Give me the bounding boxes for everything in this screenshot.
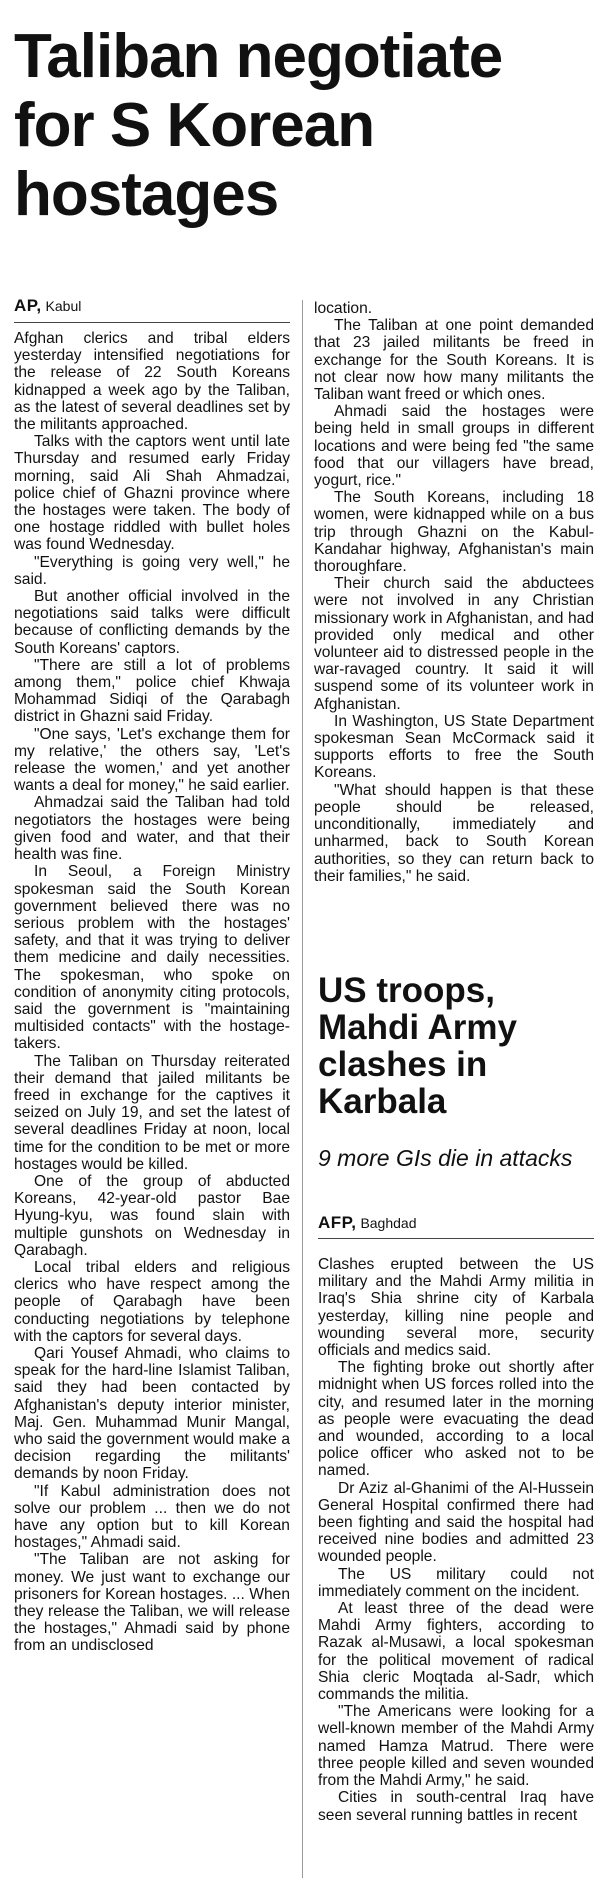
paragraph: Afghan clerics and tribal elders yesterday intensified negotiations for the release of 22 South Koreans kidnapped a week ago by the Taliban, as the latest of several deadlines set by the militants approached. [14, 330, 290, 434]
paragraph: Local tribal elders and religious clerics who have respect among the people of Qarabagh have been conducting negotiations by telephone with the captors for several days. [14, 1258, 290, 1345]
secondary-headline: US troops, Mahdi Army clashes in Karbala [318, 971, 518, 1121]
column-divider [302, 300, 303, 1878]
paragraph: Talks with the captors went until late Thursday and resumed early Friday morning, said Ali Shah Ahmadzai, police chief of Ghazni province where the hostages were taken. The body of one hostage riddled with bullet holes was found Wednesday. [14, 433, 290, 554]
article1-column-2 [314, 300, 594, 885]
agency-name: AFP, [318, 1213, 357, 1232]
paragraph: "The Taliban are not asking for money. We just want to exchange our prisoners for Korean hostages. ... When they release the Taliban, we will release the hostages," Ahmadi said by phone from an undisclosed [14, 1551, 290, 1655]
paragraph: Qari Yousef Ahmadi, who claims to speak for the hard-line Islamist Taliban, said they had been contacted by Afghanistan's deputy interior minister, Maj. Gen. Muhammad Munir Mangal, who said the government would make a decision regarding the militants' demands by noon Friday. [14, 1344, 290, 1483]
paragraph: One of the group of abducted Koreans, 42-year-old pastor Bae Hyung-kyu, was found slain with multiple gunshots on Wednesday in Qarabagh. [14, 1172, 290, 1259]
paragraph: The Taliban at one point demanded that 23 jailed militants be freed in exchange for the South Koreans. It is not clear now how many militants the Taliban want freed or which ones. [314, 317, 594, 404]
paragraph: The US military could not immediately comment on the incident. [318, 1565, 594, 1600]
paragraph: Their church said the abductees were not involved in any Christian missionary work in Afghanistan, and had provided only medical and other volunteer aid to distressed people in the war-ravaged country. It said it will suspend some of its volunteer work in Afghanistan. [314, 575, 594, 713]
paragraph: "There are still a lot of problems among them," police chief Khwaja Mohammad Sidiqi of the Qarabagh district in Ghazni said Friday. [14, 656, 290, 726]
dateline: Baghdad [360, 1215, 417, 1231]
paragraph: Cities in south-central Iraq have seen several running battles in recent [318, 1789, 594, 1824]
paragraph: "Everything is going very well," he said. [14, 553, 290, 588]
paragraph: The Taliban on Thursday reiterated their demand that jailed militants be freed in exchange for the captives it seized on July 19, and set the latest of several deadlines Friday at noon, local time for the condition to be met or more hostages would be killed. [14, 1052, 290, 1173]
dateline: Kabul [45, 298, 82, 314]
paragraph: "If Kabul administration does not solve our problem ... then we do not have any option but to kill Korean hostages," Ahmadi said. [14, 1482, 290, 1552]
article2-column [318, 1256, 594, 1824]
paragraph: Clashes erupted between the US military and the Mahdi Army militia in Iraq's Shia shrine city of Karbala yesterday, killing nine people and wounding several more, security officials and medics said. [318, 1256, 594, 1360]
paragraph: Dr Aziz al-Ghanimi of the Al-Hussein General Hospital confirmed there had been fighting and said the hospital had received nine bodies and admitted 23 wounded people. [318, 1479, 594, 1566]
byline-ap [14, 296, 81, 316]
paragraph: "One says, 'Let's exchange them for my relative,' the others say, 'Let's release the women,' and yet another wants a deal for money," he said earlier. [14, 725, 290, 795]
byline-rule [318, 1238, 594, 1239]
paragraph: Ahmadzai said the Taliban had told negotiators the hostages were being given food and water, and that their health was fine. [14, 794, 290, 864]
sub-headline: 9 more GIs die in attacks [318, 1145, 573, 1171]
paragraph: Ahmadi said the hostages were being held in small groups in different locations and were being fed "the same food that our villagers have bread, yogurt, rice." [314, 403, 594, 490]
byline-rule [14, 322, 290, 323]
agency-name: AP, [14, 296, 42, 315]
paragraph: In Seoul, a Foreign Ministry spokesman said the South Korean government believed there was no serious problem with the hostages' safety, and that it was trying to deliver them medicine and daily necessities. The spokesman, who spoke on condition of anonymity citing protocols, said the government is "maintaining multisided contacts" with the hostage-takers. [14, 863, 290, 1053]
paragraph: location. [314, 300, 373, 317]
article1-column-1 [14, 330, 290, 1655]
paragraph: The South Koreans, including 18 women, were kidnapped while on a bus trip through Ghazni on the Kabul-Kandahar highway, Afghanistan's main thoroughfare. [314, 489, 594, 576]
paragraph: "The Americans were looking for a well-known member of the Mahdi Army named Hamza Matrud. There were three people killed and seven wounded from the Mahdi Army," he said. [318, 1703, 594, 1790]
main-headline: Taliban negotiate for S Korean hostages [14, 22, 503, 229]
byline-afp [318, 1213, 417, 1233]
paragraph: But another official involved in the negotiations said talks were difficult because of conflicting demands by the South Koreans' captors. [14, 588, 290, 657]
paragraph: "What should happen is that these people should be released, unconditionally, immediately and unharmed, back to South Korean authorities, so they can return back to their families," he said. [314, 781, 594, 885]
paragraph: In Washington, US State Department spokesman Sean McCormack said it supports efforts to free the South Koreans. [314, 712, 594, 782]
paragraph: At least three of the dead were Mahdi Army fighters, according to Razak al-Musawi, a local spokesman for the political movement of radical Shia cleric Moqtada al-Sadr, which commands the militia. [318, 1600, 594, 1704]
paragraph: The fighting broke out shortly after midnight when US forces rolled into the city, and resumed later in the morning as people were evacuating the dead and wounded, according to a local police officer who asked not to be named. [318, 1359, 594, 1480]
